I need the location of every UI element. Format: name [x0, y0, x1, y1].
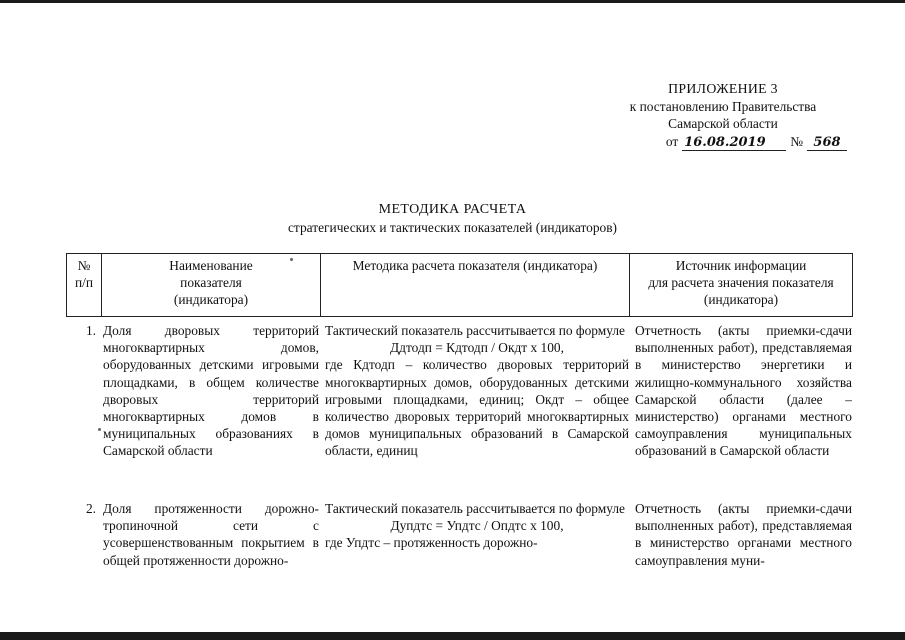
calculation-method [325, 500, 629, 552]
header-name-line2: показателя [180, 275, 242, 290]
number-label: № [790, 133, 803, 149]
header-name-cell [102, 254, 321, 317]
method-intro: Тактический показатель рассчитывается по формуле [325, 323, 625, 338]
calculation-method [325, 322, 629, 460]
method-body: где Упдтс – протяженность дорожно- [325, 535, 538, 551]
handwritten-date: 16.08.2019 [682, 136, 786, 151]
handwritten-number: 568 [807, 136, 847, 151]
information-source: Отчетность (акты приемки-сдачи выполненных работ), представляемая в министерство энергетики и жилищно-коммунального хозяйства Самарской области (далее – министерство) органами местного самоуправления муниципальных образований в Самарской области [635, 323, 852, 459]
method-formula: Ддтодп = Кдтодп / Окдт х 100, [390, 340, 564, 356]
information-source: Отчетность (акты приемки-сдачи выполненных работ), представляемая в министерство органами местного самоуправления муни- [635, 501, 852, 568]
from-label: от [665, 133, 679, 149]
appendix-title: ПРИЛОЖЕНИЕ 3 [668, 81, 778, 96]
indicator-name: Доля дворовых территорий многоквартирных домов, оборудованных детскими игровыми площадками, в общем количестве дворовых территорий многоквартирных домов в муниципальных образованиях в Самарской области [103, 323, 319, 459]
row-number: 1. [85, 323, 96, 338]
header-source-line2: для расчета значения показателя [648, 275, 834, 290]
header-source-cell [630, 254, 853, 317]
method-body: где Кдтодп – количество дворовых территорий многоквартирных домов, оборудованных детскими игровыми площадками, единиц; Окдт – общее количество дворовых территорий многоквартирных домов муниципальных образований в Самарской области, единиц [325, 357, 629, 459]
row-number: 2. [85, 501, 96, 516]
indicator-name: Доля протяженности дорожно-тропиночной сети с усовершенствованным покрытием в общей протяженности дорожно- [103, 501, 319, 568]
header-method-label: Методика расчета показателя (индикатора) [352, 258, 598, 273]
header-method-cell [321, 254, 630, 317]
header-number-label: № [77, 258, 91, 273]
header-number-sub: п/п [74, 275, 94, 290]
appendix-block [593, 80, 853, 151]
top-border-line [0, 0, 905, 3]
document-title: МЕТОДИКА РАСЧЕТА [378, 202, 527, 217]
header-name-line1: Наименование [169, 258, 253, 273]
header-source-line3: (индикатора) [703, 292, 779, 307]
scan-speck [98, 428, 101, 431]
method-formula: Дупдтс = Упдтс / Опдтс х 100, [390, 518, 564, 534]
appendix-line-decree: к постановлению Правительства [629, 98, 817, 114]
table-header [66, 253, 853, 317]
header-source-line1: Источник информации [675, 258, 807, 273]
method-intro: Тактический показатель рассчитывается по формуле [325, 501, 625, 516]
header-number-cell [67, 254, 102, 317]
scan-speck [290, 258, 293, 261]
appendix-date-number [593, 133, 853, 151]
appendix-line-region: Самарской области [668, 116, 778, 131]
document-subtitle: стратегических и тактических показателей (индикаторов) [287, 220, 617, 235]
header-name-line3: (индикатора) [173, 292, 249, 307]
bottom-border-line [0, 632, 905, 640]
